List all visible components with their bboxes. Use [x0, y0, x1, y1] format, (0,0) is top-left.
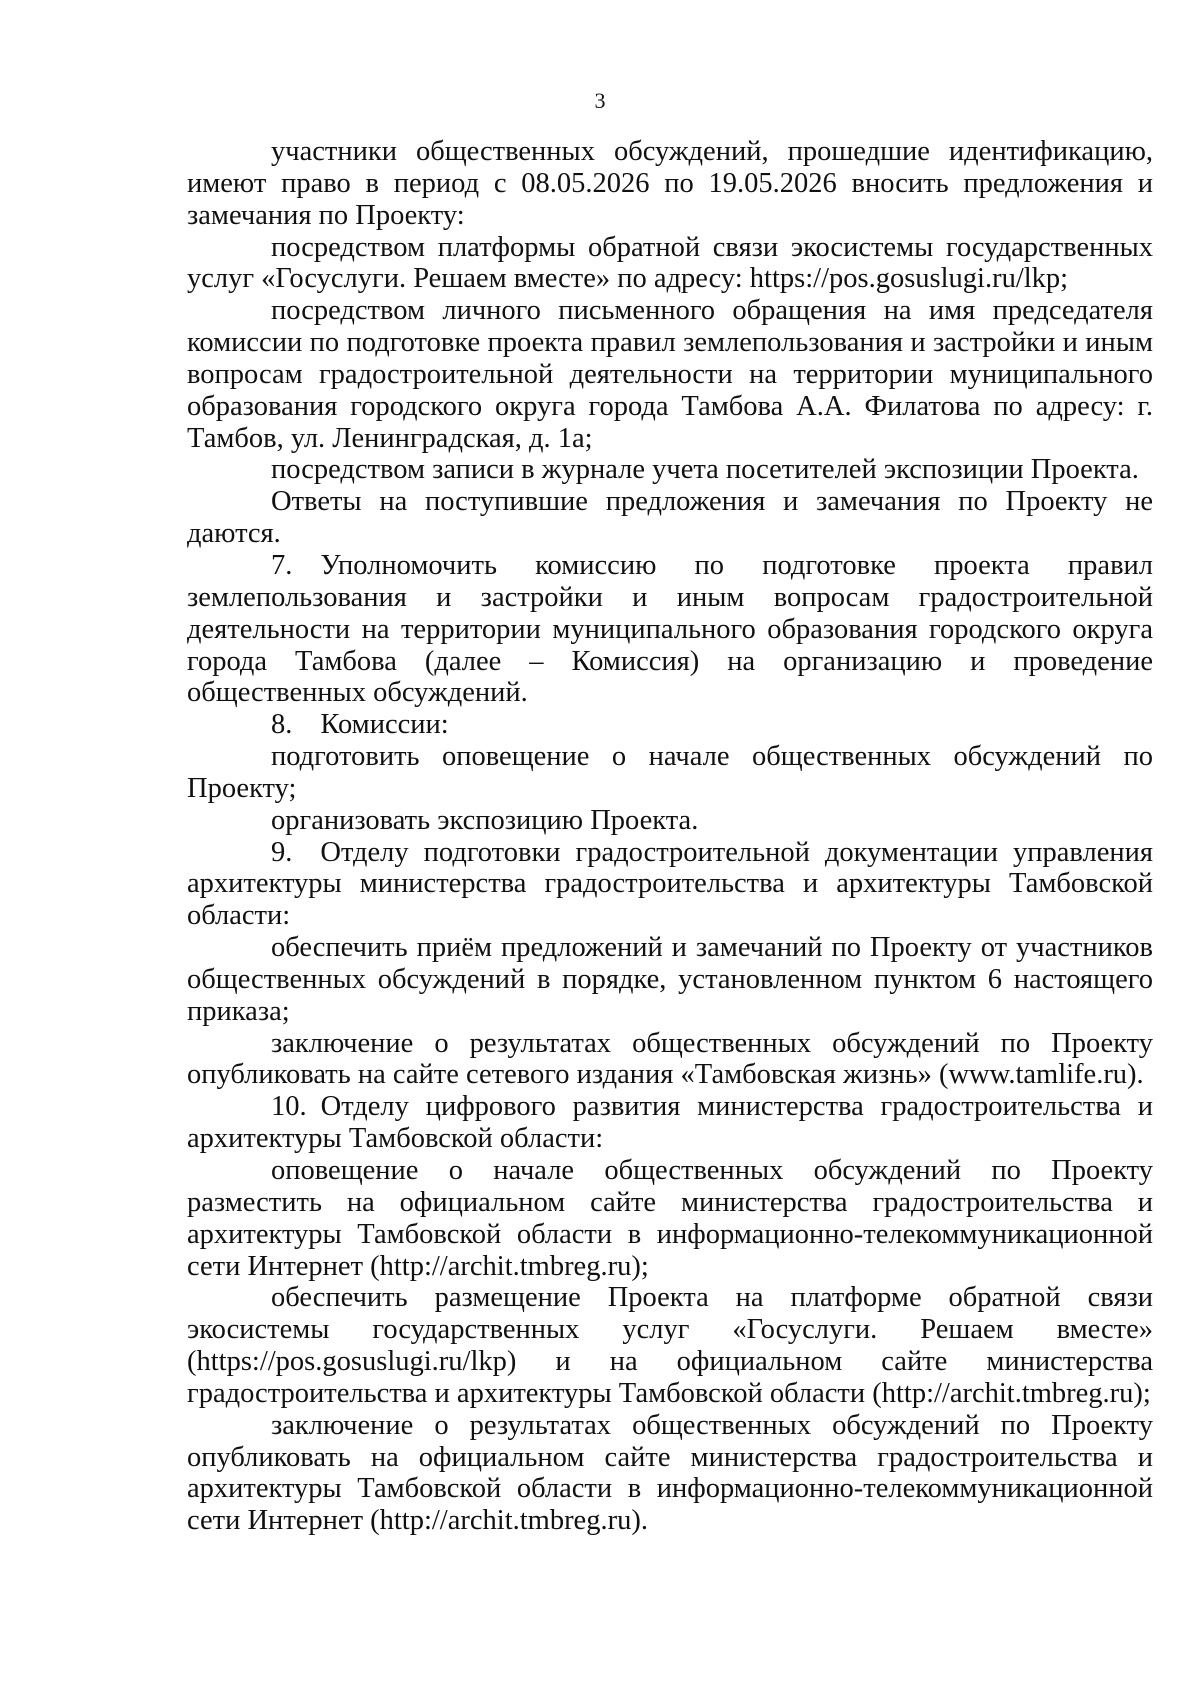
- clause-number: 9.: [271, 836, 293, 868]
- clause-9: [187, 837, 1153, 933]
- clause-text: Уполномочить комиссию по подготовке проекта правил землепользования и застройки и иным вопросам градостроительной деятельности на территории муниципального образования городского округа города Тамбова (далее – Комиссия) на организацию и проведение общественных обсуждений.: [187, 549, 1153, 709]
- paragraph-participants-rights: участники общественных обсуждений, прошедшие идентификацию, имеют право в период с 08.05.2026 по 19.05.2026 вносить предложения и замечания по Проекту:: [187, 136, 1153, 231]
- paragraph-gosuslugi-platform: посредством платформы обратной связи экосистемы государственных услуг «Госуслуги. Решаем вместе» по адресу: https://pos.gosuslugi.ru/lkp;: [187, 231, 1153, 295]
- clause-number: 8.: [271, 709, 293, 741]
- paragraph-prepare-notice: подготовить оповещение о начале общественных обсуждений по Проекту;: [187, 741, 1153, 804]
- paragraph-written-appeal: посредством личного письменного обращения на имя председателя комиссии по подготовке проекта правил землепользования и застройки и иным вопросам градостроительной деятельности на территории муниципального образования городского округа города Тамбова А.А. Филатова по адресу: г. Тамбов, ул. Ленинградская, д. 1а;: [187, 295, 1153, 454]
- clause-text: Комиссии:: [320, 709, 449, 741]
- paragraph-post-notice: оповещение о начале общественных обсуждений по Проекту разместить на официальном сайте министерства градостроительства и архитектуры Тамбовской области в информационно-телекоммуникационной сети Интернет (http://archit.tmbreg.ru);: [187, 1155, 1153, 1282]
- document-body: [187, 136, 1153, 1537]
- clause-text: Отделу цифрового развития министерства градостроительства и архитектуры Тамбовской области:: [187, 1091, 1153, 1155]
- paragraph-publish-conclusion: заключение о результатах общественных обсуждений по Проекту опубликовать на официальном сайте министерства градостроительства и архитектуры Тамбовской области в информационно-телекоммуникационной сети Интернет (http://archit.tmbreg.ru).: [187, 1409, 1153, 1537]
- clause-8: [187, 709, 1153, 741]
- clause-10: [187, 1091, 1153, 1155]
- clause-7: [187, 550, 1153, 709]
- paragraph-no-replies: Ответы на поступившие предложения и замечания по Проекту не даются.: [187, 486, 1153, 550]
- page-number: 3: [594, 88, 606, 113]
- clause-text: Отделу подготовки градостроительной документации управления архитектуры министерства градостроительства и архитектуры Тамбовской области:: [187, 836, 1153, 932]
- clause-number: 10.: [271, 1091, 307, 1123]
- paragraph-place-project: обеспечить размещение Проекта на платформе обратной связи экосистемы государственных услуг «Госуслуги. Решаем вместе» (https://pos.gosuslugi.ru/lkp) и на официальном сайте министерства градостроительства и архитектуры Тамбовской области (http://archit.tmbreg.ru);: [187, 1282, 1153, 1409]
- paragraph-accept-proposals: обеспечить приём предложений и замечаний по Проекту от участников общественных обсуждений в порядке, установленном пунктом 6 настоящего приказа;: [187, 932, 1153, 1027]
- paragraph-publish-tamlife: заключение о результатах общественных обсуждений по Проекту опубликовать на сайте сетевого издания «Тамбовская жизнь» (www.tamlife.ru).: [187, 1027, 1153, 1091]
- clause-number: 7.: [271, 549, 293, 581]
- paragraph-organize-exposition: организовать экспозицию Проекта.: [271, 804, 699, 836]
- paragraph-visitor-journal: посредством записи в журнале учета посетителей экспозиции Проекта.: [271, 454, 1139, 486]
